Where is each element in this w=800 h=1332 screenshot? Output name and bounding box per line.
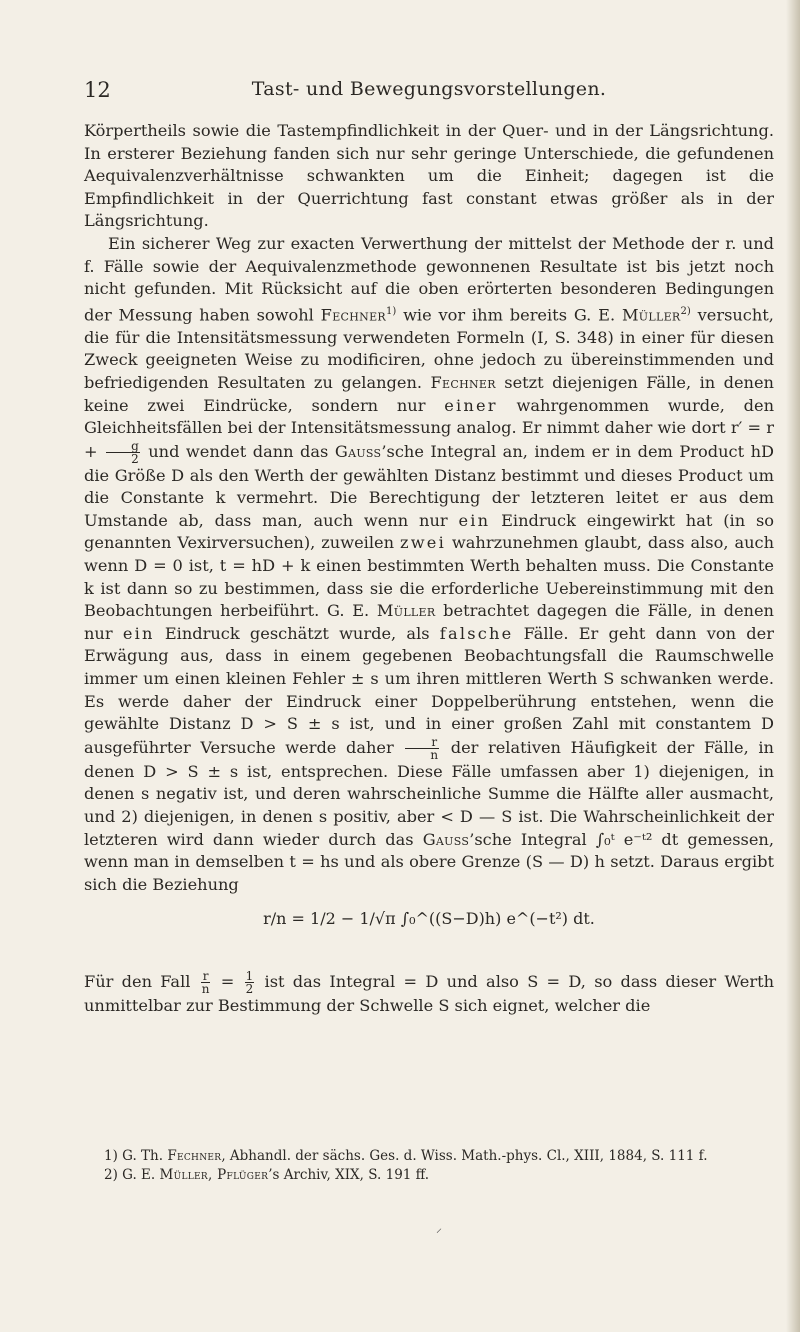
text-run: Eindruck geschätzt wurde, als xyxy=(164,623,430,643)
display-equation xyxy=(84,902,774,964)
emphasis: einer xyxy=(444,395,498,415)
text-run: , Abhandl. der sächs. Ges. d. Wiss. Math.-phys. Cl., XIII, 1884, S. 111 f. xyxy=(221,1148,708,1164)
text-run: versucht, die für die Intensitätsmessung verwendeten Formeln (I, S. 348) in einer für diesen Zweck geeigneten Weise zu modificiren, ohne jedoch zu übereinstimmenden und befriedigenden Resultaten zu gelangen. xyxy=(84,305,774,392)
denominator: 2 xyxy=(131,451,139,466)
page-number: 12 xyxy=(84,78,111,102)
author-name: Fechner xyxy=(320,305,386,325)
footnotes xyxy=(84,1147,774,1185)
margin-mark: ⸝ xyxy=(436,1221,443,1235)
text-run: wie vor ihm bereits G. E. xyxy=(403,305,616,325)
denominator: 2 xyxy=(245,982,254,997)
author-name: Fechner xyxy=(430,372,496,392)
footnote-ref: 2) xyxy=(680,305,691,317)
text-run: ’sche Integral ∫₀ᵗ e⁻ᵗ² dt gemessen, wenn man in demselben t = hs und als obere Grenze (S — D) h setzt. Daraus ergibt sich die Beziehung xyxy=(84,829,774,894)
numerator: r xyxy=(405,736,439,749)
text-run: ist das Integral = D und also S = D, so dass dieser Werth unmittelbar zur Bestimmung der Schwelle S sich eignet, welcher die xyxy=(84,972,775,1016)
text-run: betrachtet dagegen die Fälle, in denen nur xyxy=(84,601,774,643)
text-run: der relativen Häufigkeit der Fälle, in denen D > S ± s ist, entsprechen. Diese Fälle umfassen aber 1) diejenigen, in denen s negativ ist, und deren wahrscheinliche Summe die Hälfte aller ausmacht, und 2) diejenigen, in denen s positiv, aber < D — S ist. Die Wahrscheinlichkeit der letzteren wird dann wieder durch das xyxy=(84,737,774,849)
text-run: und wendet dann das xyxy=(148,441,329,461)
text-run: Ein sicherer Weg zur exacten Verwerthung der mittelst der Methode der r. und f. Fälle sowie der Aequivalenzmethode gewonnenen Resultate ist bis jetzt noch nicht gefunden. Mit Rücksicht auf die oben erörterten besonderen Bedingungen der Messung haben sowohl xyxy=(84,233,774,325)
author-name: Müller xyxy=(621,305,681,325)
text-run: 2) G. E. xyxy=(104,1167,156,1183)
body-text xyxy=(84,120,774,1018)
text-run: Eindruck eingewirkt hat (in so genannten Vexirversuchen), zuweilen xyxy=(84,510,774,553)
text-run: wahrzunehmen glaubt, dass also, auch wenn D = 0 ist, t = hD + k einen bestimmten Werth behalten muss. Die Constante k ist dann so zu bestimmen, dass sie die erforderliche Uebereinstimmung mit den Beobachtungen herbeiführt. G. E. xyxy=(84,533,775,621)
text-run: = xyxy=(220,972,235,992)
page-header xyxy=(84,78,774,108)
denominator: n xyxy=(430,747,439,762)
emphasis: ein xyxy=(458,510,491,530)
paragraph-3 xyxy=(84,970,774,1018)
footnote-ref: 1) xyxy=(385,305,397,317)
emphasis: falsche xyxy=(439,623,514,643)
text-run: wahrgenommen wurde, den Gleichheitsfällen bei der Intensitätsmessung analog. Er nimmt daher wie dort r′ = r + xyxy=(84,395,774,461)
fraction-g-2 xyxy=(106,440,140,465)
paragraph-2 xyxy=(84,233,774,896)
text-run: ’sche Integral an, indem er in dem Product hD die Größe D als den Werth der gewählten Distanz bestimmt und dieses Product um die Constante k vermehrt. Die Berechtigung der letzteren leitet er aus dem Umstande ab, dass man, auch wenn nur xyxy=(84,441,774,530)
author-name: Müller xyxy=(376,601,436,621)
text-run: setzt diejenigen Fälle, in denen keine zwei Eindrücke, sondern nur xyxy=(84,372,774,415)
text-run: ’s Archiv, XIX, S. 191 ff. xyxy=(268,1167,430,1183)
text-run: Für den Fall xyxy=(84,972,191,992)
author-name: Gauss xyxy=(334,441,382,461)
author-name: Fechner xyxy=(167,1148,222,1164)
equation-text: r/n = 1/2 − 1/√π ∫₀^((S−D)h) e^(−t²) dt. xyxy=(263,909,595,929)
paragraph-1: Körpertheils sowie die Tastempfindlichkeit in der Quer- und in der Längsrichtung. In ersterer Beziehung fanden sich nur sehr geringe Unterschiede, die gefundenen Aequivalenzverhältnisse schwankten um die Einheit; dagegen ist die Empfindlichkeit in der Querrichtung fast constant etwas größer als in der Längsrichtung. xyxy=(84,121,774,231)
numerator: 1 xyxy=(245,969,254,984)
numerator: g xyxy=(106,440,140,453)
text-run: 1) G. Th. xyxy=(104,1148,164,1164)
denominator: n xyxy=(201,982,210,997)
page-edge xyxy=(786,0,800,1332)
emphasis: zwei xyxy=(400,533,446,553)
numerator: r xyxy=(202,969,209,984)
author-name: Müller, Pflüger xyxy=(159,1167,269,1183)
footnote-2 xyxy=(84,1166,774,1185)
fraction-r-n xyxy=(201,970,211,995)
emphasis: ein xyxy=(122,623,155,643)
footnote-1 xyxy=(84,1147,774,1166)
fraction-r-n xyxy=(405,736,439,761)
running-title: Tast- und Bewegungsvorstellungen. xyxy=(251,78,607,100)
author-name: Gauss xyxy=(422,829,470,849)
text-run: Fälle. Er geht dann von der Erwägung aus, dass in einem gegebenen Beobachtungsfall die Raumschwelle immer um einen kleinen Fehler ± s um ihren mittleren Werth S schwanken werde. Es werde daher der Eindruck einer Doppelberührung entstehen, wenn die gewählte Distanz D > S ± s ist, und in einer großen Zahl mit constantem D ausgeführter Versuche werde daher xyxy=(84,623,774,757)
fraction-1-2 xyxy=(245,970,255,995)
